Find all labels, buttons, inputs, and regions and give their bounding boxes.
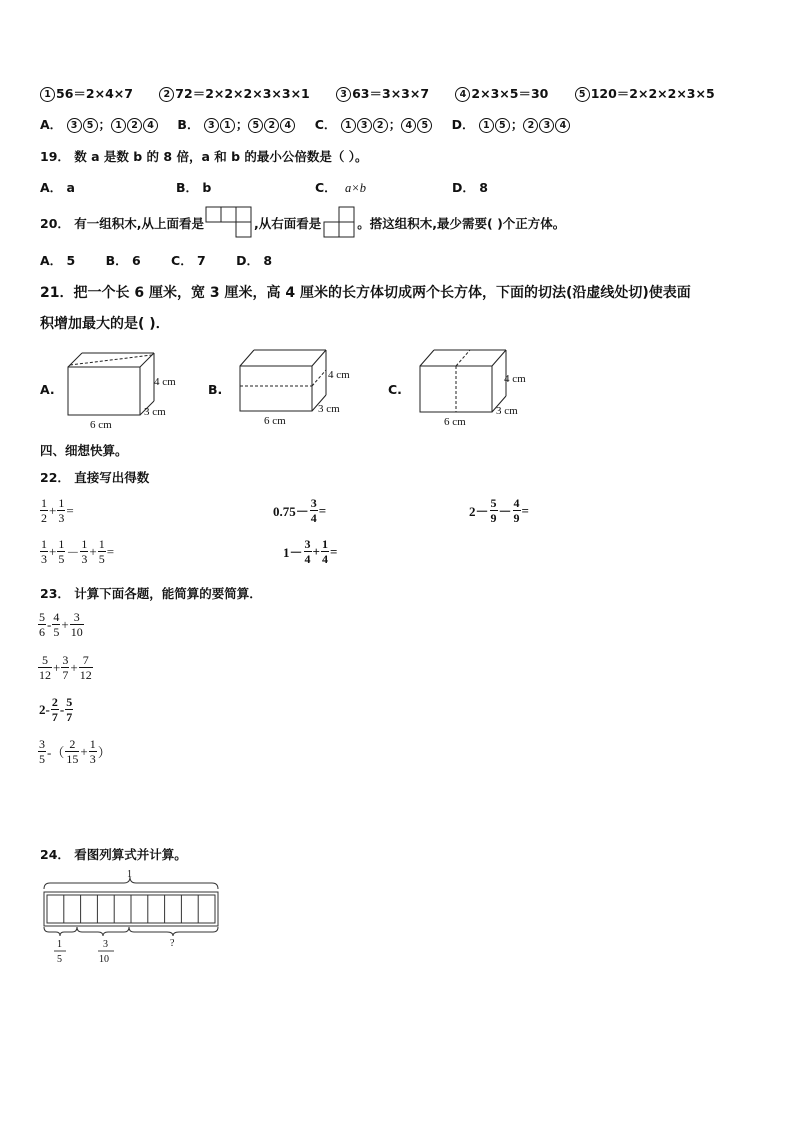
q24-label-1-den: 5: [57, 954, 62, 965]
fraction: [490, 496, 498, 525]
denominator: 7: [51, 710, 58, 724]
numerator: 5: [490, 496, 497, 510]
operator: 1－: [283, 545, 303, 560]
numerator: 1: [41, 496, 47, 510]
fraction: [65, 695, 73, 724]
q19-option-c[interactable]: C． a×b: [315, 180, 366, 195]
q21-figure-c: [412, 344, 542, 429]
q21-c-width: 3 cm: [496, 405, 518, 417]
denominator: 5: [39, 752, 45, 766]
numerator: 2: [51, 695, 58, 709]
q21-stem-line2: 积增加最大的是( )．: [40, 316, 170, 332]
q21-b-height: 4 cm: [328, 369, 350, 381]
denominator: 10: [70, 625, 83, 639]
fraction: [57, 496, 65, 525]
operator: ）: [97, 745, 111, 760]
q21-figure-b: [232, 344, 362, 429]
fraction: [57, 537, 65, 566]
denominator: 9: [490, 511, 497, 525]
q24-label-2-den: 10: [99, 954, 109, 965]
numerator: 4: [53, 610, 60, 624]
q20-option-b[interactable]: B． 6: [105, 253, 141, 268]
q22-expr: [272, 496, 327, 525]
operator: +: [70, 659, 78, 675]
operator: +: [49, 543, 57, 559]
q22-expr: [40, 537, 115, 566]
operator: +: [312, 543, 320, 559]
operator: +: [80, 743, 88, 759]
operator: 0.75－: [273, 504, 309, 519]
q19-option-c-expr: a×b: [345, 181, 366, 195]
q21-a-length: 6 cm: [90, 419, 112, 430]
denominator: 5: [53, 625, 60, 639]
q20-stem: 20． 有一组积木,从上面看是 ,从右面看是 。搭这组积木,最少需要( )个正方体。: [40, 206, 565, 240]
fraction: [321, 537, 329, 566]
numerator: 1: [58, 496, 65, 510]
q20-option-a[interactable]: A． 5: [40, 253, 76, 268]
numerator: 1: [321, 537, 328, 551]
q18-statement: 3 63＝3×3×7: [336, 86, 429, 101]
fraction: [79, 653, 93, 682]
q21-c-height: 4 cm: [504, 373, 526, 385]
fraction: [65, 737, 79, 766]
q18-statement: 2 72＝2×2×2×3×3×1: [159, 86, 309, 101]
numerator: 7: [79, 653, 93, 668]
q18-statement: 5 120＝2×2×2×3×5: [575, 86, 715, 101]
operator: +: [49, 502, 57, 518]
denominator: 12: [79, 668, 92, 682]
q18-option-d[interactable]: D． 1 5 ； 2 3 4: [452, 117, 572, 132]
fraction: [38, 653, 52, 682]
numerator: 1: [98, 537, 105, 551]
q24-question-mark: ?: [170, 938, 175, 949]
q20-option-d[interactable]: D． 8: [236, 253, 273, 268]
operator: +: [89, 543, 97, 559]
section-4-heading: 四、细想快算。: [40, 443, 128, 458]
fraction: [61, 653, 69, 682]
numerator: 3: [62, 653, 69, 667]
q23-title: 23． 计算下面各题，能简算的要简算．: [40, 586, 262, 601]
fraction: [51, 695, 59, 724]
denominator: 3: [81, 552, 88, 566]
fraction: [80, 537, 88, 566]
operator: -: [59, 701, 65, 717]
q21-c-length: 6 cm: [444, 416, 466, 428]
operator: +: [53, 659, 61, 675]
top-view-figure: [205, 206, 253, 240]
q24-label-1-num: 1: [57, 939, 62, 950]
denominator: 6: [39, 625, 45, 639]
q24-bar-diagram: [38, 868, 228, 968]
denominator: 2: [41, 511, 47, 525]
denominator: 3: [41, 552, 47, 566]
fraction: [98, 537, 106, 566]
numerator: 3: [39, 737, 45, 751]
q22-expr: [40, 496, 75, 525]
fraction: [513, 496, 521, 525]
q18-option-c[interactable]: C． 1 3 2 ； 4 5: [315, 117, 438, 132]
q18-options: [40, 115, 571, 133]
q19-option-b[interactable]: B． b: [176, 180, 212, 195]
fraction: [38, 737, 46, 766]
denominator: 4: [304, 552, 311, 566]
q18-option-a[interactable]: A． 3 5 ； 1 2 4: [40, 117, 163, 132]
q24-total-label: 1: [127, 869, 132, 880]
operator: －: [498, 504, 512, 519]
q18-statement: 1 56＝2×4×7: [40, 86, 133, 101]
operator: +: [61, 616, 69, 632]
numerator: 1: [89, 737, 96, 751]
operator: 2-: [39, 701, 50, 717]
fraction: [40, 496, 48, 525]
numerator: 3: [304, 537, 311, 551]
q21-option-c-label[interactable]: C.: [388, 382, 402, 397]
q18-statement: 4 2×3×5＝30: [455, 86, 548, 101]
fraction: [52, 610, 60, 639]
q19-stem: 19． 数 a 是数 b 的 8 倍，a 和 b 的最小公倍数是（ ）。: [40, 149, 368, 164]
denominator: 3: [89, 752, 96, 766]
q24-label-2-num: 3: [103, 939, 108, 950]
operator: 2－: [469, 504, 489, 519]
q21-a-width: 3 cm: [144, 406, 166, 418]
denominator: 5: [58, 552, 65, 566]
numerator: 4: [513, 496, 520, 510]
q21-stem-line1: 21．把一个长 6 厘米，宽 3 厘米，高 4 厘米的长方体切成两个长方体，下面的切法(沿虚线处切)使表面: [40, 285, 691, 301]
q23-expr: [38, 653, 93, 682]
q20-options: [40, 251, 272, 269]
operator: =: [521, 502, 529, 518]
numerator: 5: [39, 610, 45, 624]
q19-option-d[interactable]: D． 8: [452, 180, 488, 195]
q21-option-b-label[interactable]: B.: [208, 382, 223, 397]
operator: -（: [47, 745, 65, 760]
denominator: 4: [310, 511, 317, 525]
fraction: [40, 537, 48, 566]
fraction: [38, 610, 46, 639]
fraction: [70, 610, 84, 639]
q21-b-width: 3 cm: [318, 403, 340, 415]
denominator: 7: [62, 668, 69, 682]
q21-b-length: 6 cm: [264, 415, 286, 427]
q21-a-height: 4 cm: [154, 376, 176, 388]
q23-expr: [38, 610, 84, 639]
numerator: 5: [38, 653, 52, 668]
numerator: 1: [81, 537, 88, 551]
numerator: 5: [66, 695, 73, 709]
numerator: 2: [65, 737, 79, 752]
q20-option-c[interactable]: C． 7: [171, 253, 206, 268]
q23-expr: [38, 737, 112, 766]
operator: =: [66, 502, 74, 518]
q22-expr: [468, 496, 530, 525]
q22-title: 22． 直接写出得数: [40, 470, 150, 485]
operator: -: [47, 616, 52, 632]
operator: =: [329, 543, 338, 559]
denominator: 12: [39, 668, 51, 682]
operator: －: [66, 545, 80, 560]
denominator: 3: [58, 511, 65, 525]
q22-expr: [282, 537, 338, 566]
numerator: 1: [41, 537, 47, 551]
q23-expr: [38, 695, 73, 724]
q19-option-a[interactable]: A． a: [40, 180, 75, 195]
q21-option-a-label[interactable]: A.: [40, 382, 55, 397]
fraction: [89, 737, 97, 766]
denominator: 5: [98, 552, 105, 566]
operator: =: [318, 502, 327, 518]
numerator: 3: [70, 610, 84, 625]
denominator: 15: [66, 752, 79, 766]
denominator: 7: [66, 710, 73, 724]
numerator: 3: [310, 496, 317, 510]
right-view-figure: [322, 206, 356, 240]
operator: =: [106, 543, 115, 559]
q18-statements: [40, 84, 715, 102]
denominator: 9: [513, 511, 520, 525]
q21-figure-a: [60, 345, 190, 430]
q24-title: 24． 看图列算式并计算。: [40, 847, 187, 862]
numerator: 1: [58, 537, 65, 551]
q18-option-b[interactable]: B． 3 1 ； 5 2 4: [177, 117, 300, 132]
denominator: 4: [321, 552, 328, 566]
fraction: [304, 537, 312, 566]
fraction: [310, 496, 318, 525]
